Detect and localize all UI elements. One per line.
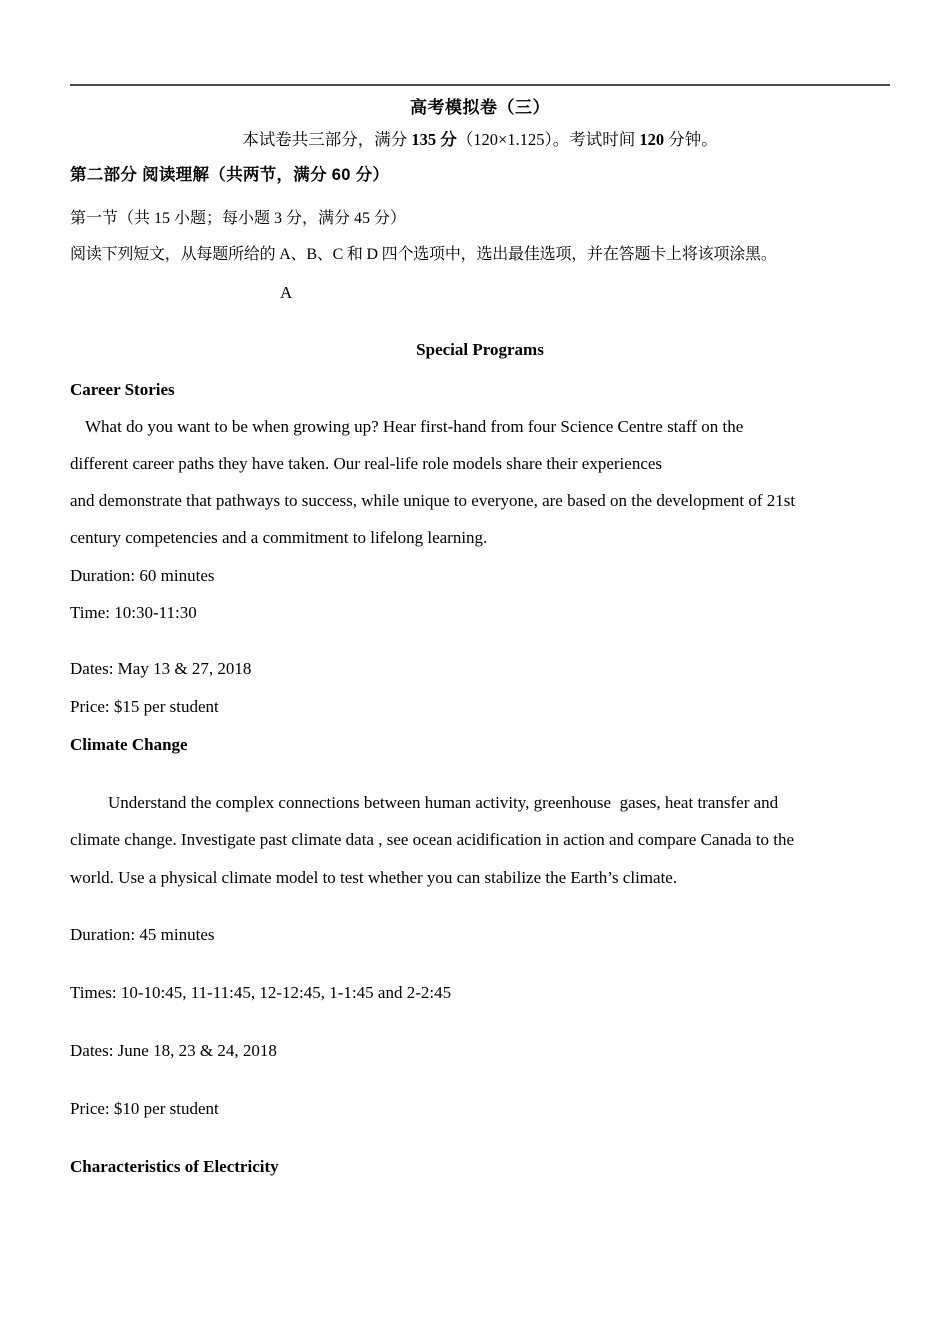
program-body-line: world. Use a physical climate model to test whether you can stabilize the Earth’s climate. — [70, 868, 678, 887]
program-duration: Duration: 45 minutes — [70, 925, 215, 944]
subtitle-total-score: 135 分 — [411, 130, 457, 149]
page-title: 高考模拟卷（三） — [410, 98, 550, 117]
exam-subtitle — [70, 128, 890, 152]
program-dates: Dates: June 18, 23 & 24, 2018 — [70, 1041, 277, 1060]
program-duration: Duration: 60 minutes — [70, 566, 215, 585]
program-body-line: century competencies and a commitment to lifelong learning. — [70, 528, 488, 547]
header-divider — [70, 84, 890, 86]
reading-instruction: 阅读下列短文，从每题所给的 A、B、C 和 D 四个选项中，选出最佳选项，并在答题卡上将该项涂黑。 — [70, 246, 777, 263]
subtitle-part-1: 本试卷共三部分，满分 — [242, 130, 412, 149]
subtitle-part-2: （120×1.125）。考试时间 — [456, 130, 640, 149]
program-price: Price: $15 per student — [70, 697, 219, 716]
subtitle-duration-value: 120 — [639, 130, 665, 149]
program-body-line: different career paths they have taken. Our real-life role models share their experiences — [70, 454, 663, 473]
program-heading-characteristics-of-electricity: Characteristics of Electricity — [70, 1157, 279, 1176]
subsection-heading-first-node: 第一节（共 15 小题；每小题 3 分，满分 45 分） — [70, 210, 407, 227]
program-times: Times: 10-10:45, 11-11:45, 12-12:45, 1-1:45 and 2-2:45 — [70, 983, 452, 1002]
program-dates: Dates: May 13 & 27, 2018 — [70, 659, 252, 678]
program-body-line: Understand the complex connections between human activity, greenhouse gases, heat transfer and — [108, 793, 779, 812]
program-heading-climate-change: Climate Change — [70, 735, 188, 754]
program-body-line: What do you want to be when growing up? Hear first-hand from four Science Centre staff on the — [85, 417, 744, 436]
program-body-line: climate change. Investigate past climate data , see ocean acidification in action and compare Canada to the — [70, 830, 795, 849]
program-price: Price: $10 per student — [70, 1099, 219, 1118]
passage-label-a: A — [280, 283, 293, 302]
program-times: Time: 10:30-11:30 — [70, 603, 197, 622]
passage-title: Special Programs — [416, 340, 544, 359]
program-heading-career-stories: Career Stories — [70, 380, 175, 399]
subtitle-part-3: 分钟。 — [664, 130, 718, 149]
section-heading-part-two: 第二部分 阅读理解（共两节，满分 60 分） — [70, 166, 390, 184]
program-body-line: and demonstrate that pathways to success, while unique to everyone, are based on the development of 21st — [70, 491, 796, 510]
